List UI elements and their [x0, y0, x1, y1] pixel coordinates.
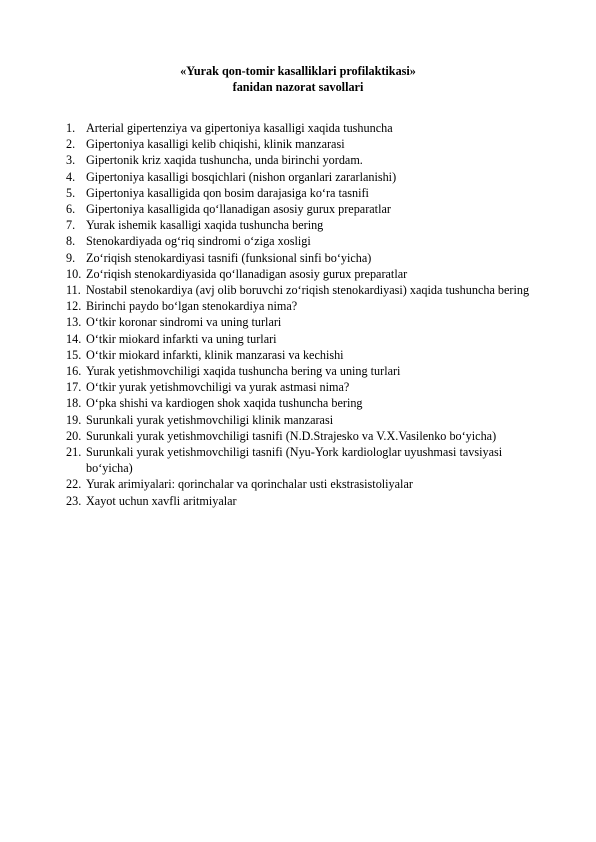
- question-item: [66, 136, 536, 152]
- question-number: 16.: [66, 364, 82, 379]
- question-text: Gipertonik kriz xaqida tushuncha, unda birinchi yordam.: [86, 153, 363, 168]
- question-text: Gipertoniya kasalligida qon bosim darajasiga ko‘ra tasnifi: [86, 185, 369, 200]
- question-number: 20.: [66, 428, 82, 443]
- question-number: 23.: [66, 493, 82, 508]
- question-number: 7.: [66, 218, 76, 233]
- question-text: O‘pka shishi va kardiogen shok xaqida tushuncha bering: [86, 396, 363, 411]
- question-item: [66, 347, 536, 363]
- question-item: [66, 217, 536, 233]
- question-number: 11.: [66, 283, 81, 298]
- question-text: Nostabil stenokardiya (avj olib boruvchi zo‘riqish stenokardiyasi) xaqida tushuncha bering: [86, 283, 530, 298]
- question-item: [66, 428, 536, 444]
- question-text: Xayot uchun xavfli aritmiyalar: [86, 493, 237, 508]
- question-item: [66, 169, 536, 185]
- question-number: 13.: [66, 315, 82, 330]
- question-text: Arterial gipertenziya va gipertoniya kasalligi xaqida tushuncha: [86, 121, 393, 135]
- question-item: [66, 250, 536, 266]
- question-item: [66, 379, 536, 395]
- question-number: 5.: [66, 185, 76, 200]
- question-item: [66, 152, 536, 168]
- question-number: 17.: [66, 380, 82, 395]
- question-number: 14.: [66, 331, 82, 346]
- question-text: O‘tkir koronar sindromi va uning turlari: [86, 315, 282, 330]
- question-item: [66, 282, 536, 298]
- question-number: 19.: [66, 412, 82, 427]
- question-text: Yurak arimiyalari: qorinchalar va qorinchalar usti ekstrasistoliyalar: [86, 477, 413, 492]
- question-item: [66, 266, 536, 282]
- question-number: 1.: [66, 121, 76, 135]
- question-item: [66, 314, 536, 330]
- question-text: Gipertoniya kasalligi bosqichlari (nishon organlari zararlanishi): [86, 169, 397, 184]
- question-item: [66, 412, 536, 428]
- question-text: Yurak ishemik kasalligi xaqida tushuncha bering: [86, 218, 324, 233]
- question-text: Surunkali yurak yetishmovchiligi klinik manzarasi: [86, 412, 334, 427]
- question-text: O‘tkir yurak yetishmovchiligi va yurak astmasi nima?: [86, 380, 350, 395]
- question-number: 4.: [66, 169, 76, 184]
- question-text: O‘tkir miokard infarkti, klinik manzarasi va kechishi: [86, 347, 344, 362]
- question-item: [66, 201, 536, 217]
- question-item: [66, 395, 536, 411]
- question-number: 10.: [66, 266, 82, 281]
- question-item: [66, 120, 536, 136]
- question-item: [66, 185, 536, 201]
- question-item: [66, 298, 536, 314]
- question-text: Yurak yetishmovchiligi xaqida tushuncha bering va uning turlari: [86, 364, 401, 379]
- question-text: Surunkali yurak yetishmovchiligi tasnifi (N.D.Strajesko va V.X.Vasilenko bo‘yicha): [86, 428, 497, 443]
- question-number: 15.: [66, 347, 82, 362]
- question-number: 22.: [66, 477, 82, 492]
- question-number: 21.: [66, 445, 82, 460]
- question-item: [66, 476, 536, 492]
- document-title: «Yurak qon-tomir kasalliklari profilaktikasi»: [180, 64, 416, 78]
- question-item: [66, 363, 536, 379]
- question-text: Stenokardiyada og‘riq sindromi o‘ziga xosligi: [86, 234, 311, 249]
- question-number: 18.: [66, 396, 82, 411]
- question-list: [66, 120, 536, 509]
- question-number: 2.: [66, 137, 76, 152]
- question-item: [66, 233, 536, 249]
- question-number: 3.: [66, 153, 76, 168]
- question-number: 12.: [66, 299, 82, 314]
- question-item: [66, 493, 536, 509]
- question-number: 6.: [66, 202, 76, 217]
- question-text: Surunkali yurak yetishmovchiligi tasnifi (Nyu-York kardiologlar uyushmasi tavsiyasi bo‘yicha): [86, 445, 503, 476]
- question-number: 8.: [66, 234, 76, 249]
- question-number: 9.: [66, 250, 76, 265]
- question-text: Gipertoniya kasalligi kelib chiqishi, klinik manzarasi: [86, 137, 345, 152]
- question-text: Birinchi paydo bo‘lgan stenokardiya nima?: [86, 299, 298, 314]
- document-subtitle: fanidan nazorat savollari: [232, 80, 364, 94]
- question-text: O‘tkir miokard infarkti va uning turlari: [86, 331, 277, 346]
- question-text: Zo‘riqish stenokardiyasi tasnifi (funksional sinfi bo‘yicha): [86, 250, 372, 265]
- question-item: [66, 444, 536, 476]
- question-text: Zo‘riqish stenokardiyasida qo‘llanadigan asosiy gurux preparatlar: [86, 266, 408, 281]
- question-item: [66, 331, 536, 347]
- question-text: Gipertoniya kasalligida qo‘llanadigan asosiy gurux preparatlar: [86, 202, 391, 217]
